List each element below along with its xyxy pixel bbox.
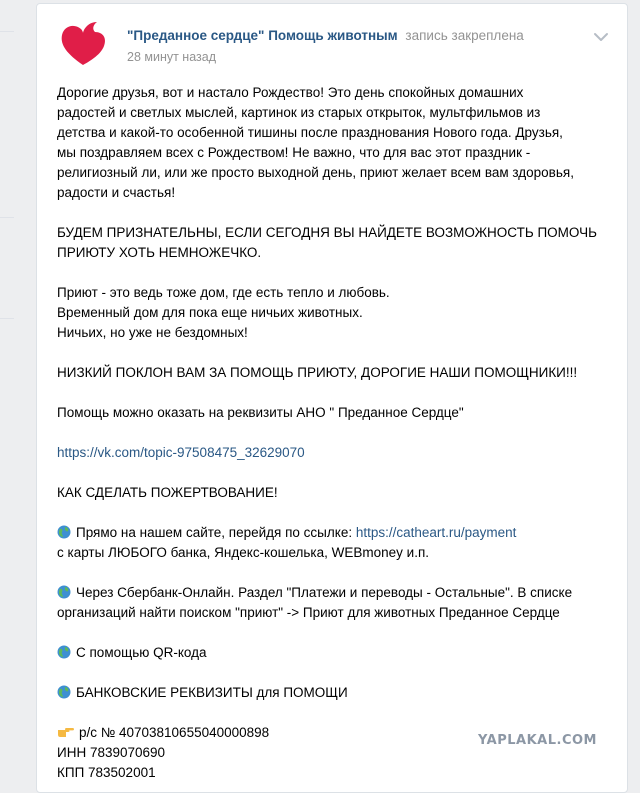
left-sidebar-edge (0, 0, 22, 771)
kpp-line: КПП 783502001 (57, 765, 156, 780)
requisites-intro: Помощь можно оказать на реквизиты АНО " Преданное Сердце" (57, 405, 464, 420)
post-card (36, 3, 628, 793)
pinned-label: запись закреплена (405, 28, 524, 43)
author-line (127, 28, 524, 43)
sber-line-text: Через Сбербанк-Онлайн. Раздел "Платежи и переводы - Остальные". В списке (76, 585, 573, 600)
account-line-text: р/с № 40703810655040000898 (79, 725, 270, 740)
appeal-line: ПРИЮТУ ХОТЬ НЕМНОЖЕЧКО. (57, 245, 262, 260)
globe-icon (57, 525, 71, 539)
intro-line: детства и какой-то особенной тишины после празднования Нового года. Друзья, (57, 125, 563, 140)
intro-line: Дорогие друзья, вот и настало Рождество! Это день спокойных домашних (57, 85, 524, 100)
home-line: Ничьих, но уже не бездомных! (57, 325, 248, 340)
chevron-down-icon[interactable] (593, 32, 609, 42)
intro-line: радости и счастья! (57, 185, 176, 200)
appeal-line: БУДЕМ ПРИЗНАТЕЛЬНЫ, ЕСЛИ СЕГОДНЯ ВЫ НАЙДЕТЕ ВОЗМОЖНОСТЬ ПОМОЧЬ (57, 225, 597, 240)
home-line: Приют - это ведь тоже дом, где есть тепло и любовь. (57, 285, 390, 300)
topic-link[interactable]: https://vk.com/topic-97508475_32629070 (57, 445, 305, 460)
post-text (57, 83, 612, 783)
site-line (57, 523, 612, 543)
how-title: КАК СДЕЛАТЬ ПОЖЕРТВОВАНИЕ! (57, 485, 278, 500)
globe-icon (57, 645, 71, 659)
sber-line-2: организаций найти поиском "приют" -> Приют для животных Преданное Сердце (57, 605, 560, 620)
author-name-link[interactable]: "Преданное сердце" Помощь животным (127, 28, 398, 43)
qr-line-text: С помощью QR-кода (76, 645, 207, 660)
sber-line (57, 583, 612, 603)
intro-line: мы поздравляем всех с Рождеством! Не важно, что для вас этот праздник - (57, 145, 531, 160)
bank-line-text: БАНКОВСКИЕ РЕКВИЗИТЫ для ПОМОЩИ (76, 685, 348, 700)
site-line-2: с карты ЛЮБОГО банка, Яндекс-кошелька, WEBmoney и.п. (57, 545, 430, 560)
intro-line: религиозный ли, или же просто выходной день, приют желает всем вам здоровья, (57, 165, 574, 180)
thanks-line: НИЗКИЙ ПОКЛОН ВАМ ЗА ПОМОЩЬ ПРИЮТУ, ДОРОГИЕ НАШИ ПОМОЩНИКИ!!! (57, 365, 578, 380)
inn-line: ИНН 7839070690 (57, 745, 166, 760)
home-line: Временный дом для пока еще ничьих животных. (57, 305, 363, 320)
qr-line (57, 643, 612, 663)
bank-line (57, 683, 612, 703)
site-payment-link[interactable]: https://catheart.ru/payment (355, 525, 517, 540)
site-line-text: Прямо на нашем сайте, перейдя по ссылке: (76, 525, 356, 540)
post-time-link[interactable]: 28 минут назад (127, 50, 216, 64)
heart-logo-avatar[interactable] (57, 18, 109, 70)
intro-line: радостей и светлых мыслей, картинок из старых открыток, мультфильмов из (57, 105, 541, 120)
watermark: YAPLAKAL.COM (478, 733, 597, 748)
globe-icon (57, 585, 71, 599)
post-header (57, 18, 609, 70)
pointing-hand-icon (57, 726, 75, 738)
globe-icon (57, 685, 71, 699)
